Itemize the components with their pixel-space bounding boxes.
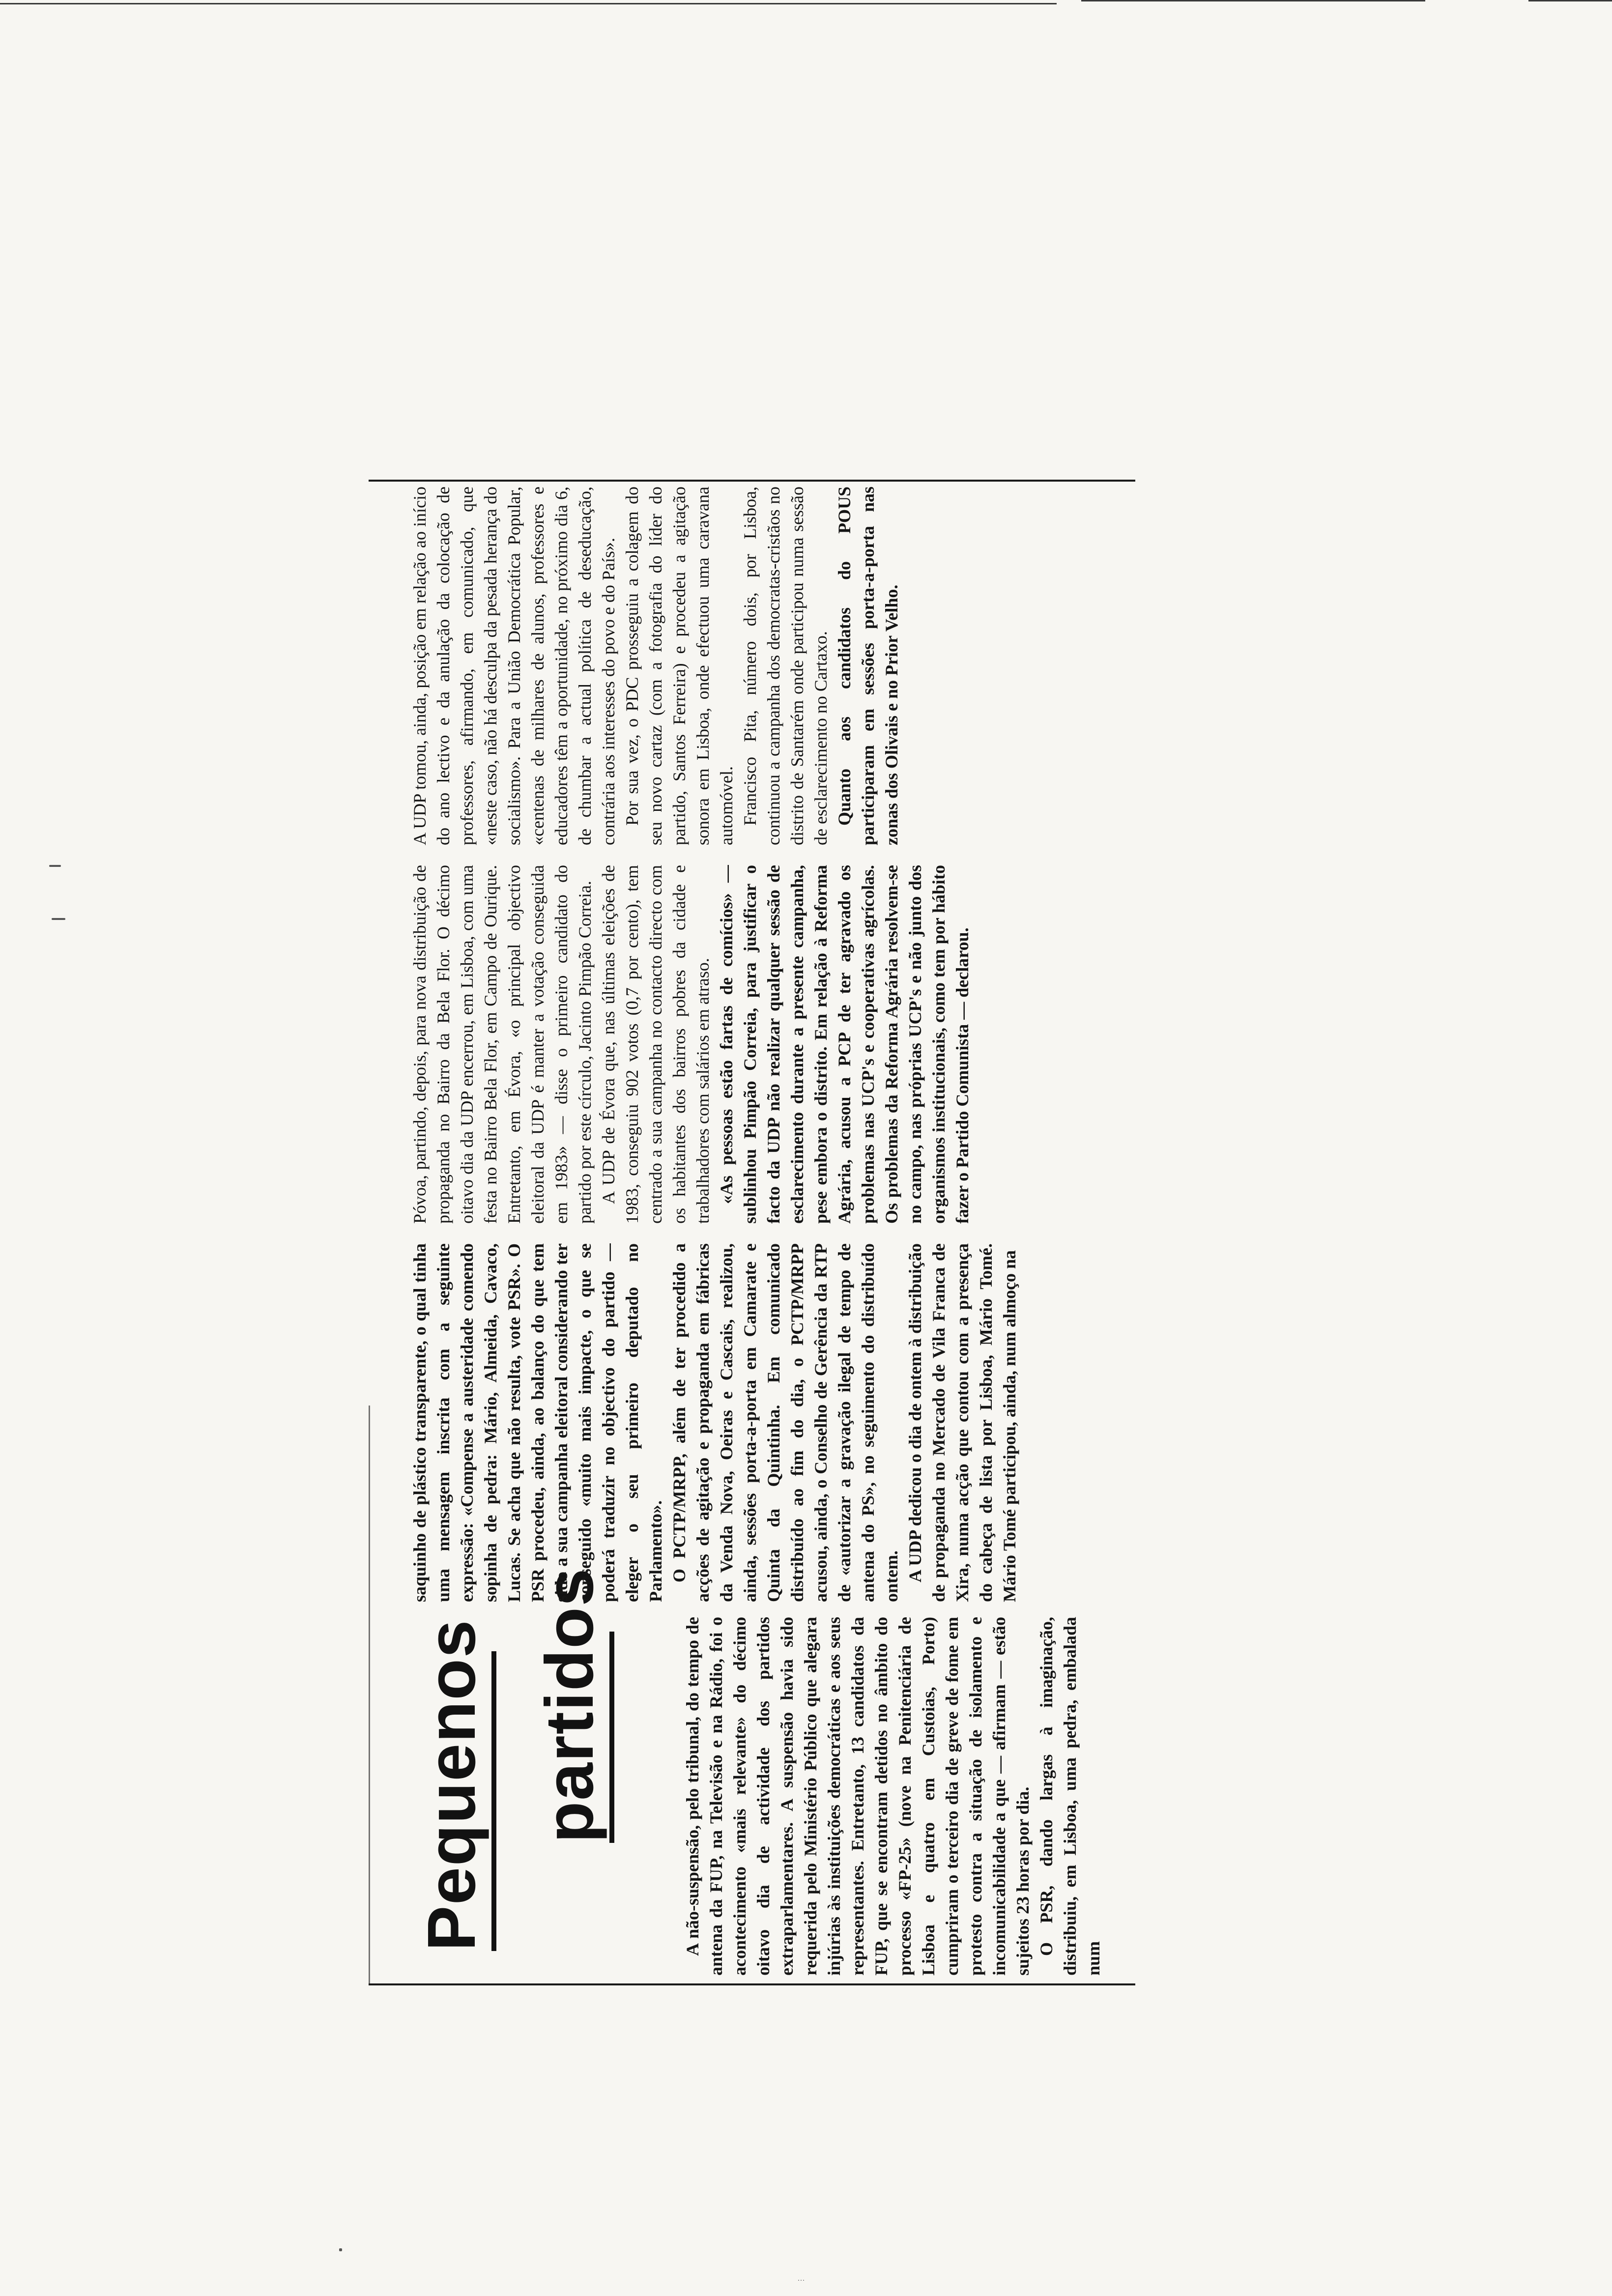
paragraph: saquinho de plástico transparente, o qual tinha uma mensagem inscrita com a seguinte expressão: «Compense a austeridade comendo sopinha de pedra: Mário, Almeida, Cavaco, Lucas. Se acha que não resulta, vote PSR». O PSR procedeu, ainda, ao balanço do que tem sido a sua campanha eleitoral considerando ter conseguido «muito mais impacte, o que se poderá traduzir no objectivo do partido — eleger o seu primeiro deputado no Parlamento». (410, 1243, 665, 1602)
paragraph: Quanto aos candidatos do POUS participaram em sessões porta-a-porta nas zonas dos Olivais e no Prior Velho. (835, 487, 901, 845)
headline-line-2: partidos (532, 1567, 607, 1843)
headline-underline-2 (609, 1632, 614, 1843)
clipping-left-rule (369, 1983, 1135, 1985)
scan-speck (49, 865, 61, 867)
paragraph: Por sua vez, o PDC prosseguiu a colagem do seu novo cartaz (com a fotografia do líder do partido, Santos Ferreira) e procedeu a agitação sonora em Lisboa, onde efectuou uma caravana automóvel. (622, 487, 736, 845)
scan-edge-rule (1528, 0, 1612, 1)
paragraph: A UDP tomou, ainda, posição em relação ao início do ano lectivo e da anulação da colocação de professores, afirmando, em comunicado, que «neste caso, não há desculpa da pesada herança do socialismo». Para a União Democrática Popular, «centenas de milhares de alunos, professores e educadores têm a oportunidade, no próximo dia 6, de chumbar a actual política de deseducação, contrária aos interesses do povo e do País». (410, 487, 618, 845)
paragraph: O PCTP/MRPP, além de ter procedido a acções de agitação e propaganda em fábricas da Venda Nova, Oeiras e Cascais, realizou, ainda, sessões porta-a-porta em Camarate e Quinta da Quintinha. Em comunicado distribuído ao fim do dia, o PCTP/MRPP acusou, ainda, o Conselho de Gerência da RTP de «autorizar a gravação ilegal de tempo de antena do PS», no seguimento do distribuído ontem. (669, 1243, 901, 1602)
scan-speck (52, 918, 65, 920)
paragraph: Francisco Pita, número dois, por Lisboa, continuou a campanha dos democratas-cristãos no distrito de Santarém onde participou numa sessão de esclarecimento no Cartaxo. (740, 487, 831, 845)
paragraph: A UDP de Évora que, nas últimas eleições de 1983, conseguiu 902 votos (0,7 por cento), tem centrado a sua campanha no contacto directo com os habitantes dos bairros pobres da cidade e trabalhadores com salários em atraso. (599, 865, 713, 1224)
article-column-1 (681, 1617, 1133, 1976)
headline (398, 1567, 673, 1966)
paragraph: O PSR, dando largas à imaginação, distribuiu, em Lisboa, uma pedra, embalada num (1036, 1617, 1103, 1976)
article-column-3 (408, 865, 1130, 1224)
scan-footer-mark: ... (797, 2273, 805, 2283)
clipping-right-rule (369, 480, 1135, 482)
article-column-2 (408, 1243, 1130, 1602)
scan-edge-rule (1081, 0, 1425, 1)
article-column-4 (408, 487, 1130, 845)
paragraph: Póvoa, partindo, depois, para nova distribuição de propaganda no Bairro da Bela Flor. O décimo oitavo dia da UDP encerrou, em Lisboa, com uma festa no Bairro Bela Flor, em Campo de Ourique. Entretanto, em Évora, «o principal objectivo eleitoral da UDP é manter a votação conseguida em 1983» — disse o primeiro candidato do partido por este círculo, Jacinto Pimpão Correia. (410, 865, 595, 1224)
paragraph: A UDP dedicou o dia de ontem à distribuição de propaganda no Mercado de Vila Franca de Xira, numa acção que contou com a presença do cabeça de lista por Lisboa, Mário Tomé. Mário Tomé participou, ainda, num almoço na (905, 1243, 1019, 1602)
paragraph: «As pessoas estão fartas de comícios» — sublinhou Pimpão Correia, para justificar o facto da UDP não realizar qualquer sessão de esclarecimento durante a presente campanha, pese embora o distrito. Em relação à Reforma Agrária, acusou a PCP de ter agravado os problemas nas UCP's e cooperativas agrícolas. Os problemas da Reforma Agrária resolvem-se no campo, nas próprias UCP's e não junto dos organismos institucionais, como tem por hábito fazer o Partido Comunista — declarou. (717, 865, 972, 1224)
scan-edge-rule (0, 3, 1057, 4)
newspaper-clipping (369, 236, 1145, 1985)
headline-underline-1 (491, 1651, 496, 1951)
headline-line-1: Pequenos (414, 1619, 489, 1951)
paragraph: A não-suspensão, pelo tribunal, do tempo de antena da FUP, na Televisão e na Rádio, foi o acontecimento «mais relevante» do décimo oitavo dia de actividade dos partidos extraparlamentares. A suspensão havia sido requerida pelo Ministério Público que alegara injúrias às instituições democráticas e aos seus representantes. Entretanto, 13 candidatos da FUP, que se encontram detidos no âmbito do processo «FP-25» (nove na Penitenciária de Lisboa e quatro em Custoias, Porto) cumpriram o terceiro dia de greve de fome em protesto contra a situação de isolamento e incomunicabilidade a que — afirmam — estão sujeitos 23 horas por dia. (683, 1617, 1033, 1976)
scan-speck (339, 2248, 342, 2251)
clipping-top-rule (369, 1406, 370, 1985)
